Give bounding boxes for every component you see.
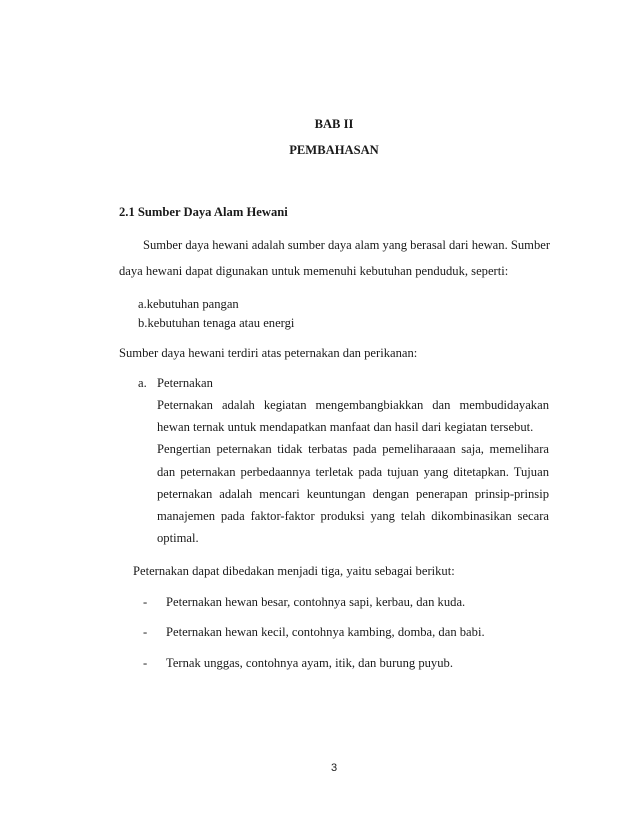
list-item [138, 297, 239, 312]
list-marker: a. [138, 376, 147, 390]
list-item-text: kebutuhan pangan [146, 297, 239, 311]
paragraph-line: dan peternakan perbedaannya terletak pada tujuan yang ditetapkan. Tujuan [157, 465, 549, 479]
list-item-text: kebutuhan tenaga atau energi [147, 316, 295, 330]
division-sentence: Peternakan dapat dibedakan menjadi tiga, yaitu sebagai berikut: [133, 564, 455, 578]
chapter-title: PEMBAHASAN [289, 143, 379, 157]
paragraph-line: manajemen pada faktor-faktor produksi yang telah dikombinasikan secara [157, 509, 549, 523]
intro-line-1: Sumber daya hewani adalah sumber daya alam yang berasal dari hewan. Sumber [143, 238, 551, 252]
list-marker: a. [138, 297, 147, 311]
subsection-title: Peternakan [157, 376, 213, 390]
sources-sentence: Sumber daya hewani terdiri atas peternakan dan perikanan: [119, 346, 418, 360]
page-number: 3 [330, 762, 338, 774]
paragraph-line: optimal. [157, 531, 199, 545]
list-item [138, 316, 294, 331]
paragraph-line: Pengertian peternakan tidak terbatas pada pemeliharaaan saja, memelihara [157, 442, 549, 456]
paragraph-line: peternakan adalah mencari keuntungan dengan penerapan prinsip-prinsip [157, 487, 549, 501]
list-item-text: Ternak unggas, contohnya ayam, itik, dan burung puyub. [166, 656, 453, 670]
chapter-label: BAB II [314, 117, 354, 131]
list-marker: - [143, 625, 148, 639]
list-marker: - [143, 595, 148, 609]
paragraph-line: Peternakan adalah kegiatan mengembangbiakkan dan membudidayakan [157, 398, 549, 412]
paragraph-line: hewan ternak untuk mendapatkan manfaat dan hasil dari kegiatan tersebut. [157, 420, 534, 434]
list-item-text: Peternakan hewan besar, contohnya sapi, kerbau, dan kuda. [166, 595, 466, 609]
list-marker: b. [138, 316, 148, 330]
intro-line-2: daya hewani dapat digunakan untuk memenuhi kebutuhan penduduk, seperti: [119, 264, 509, 278]
list-item-text: Peternakan hewan kecil, contohnya kambing, domba, dan babi. [166, 625, 485, 639]
list-marker: - [143, 656, 148, 670]
section-heading: 2.1 Sumber Daya Alam Hewani [119, 205, 288, 219]
